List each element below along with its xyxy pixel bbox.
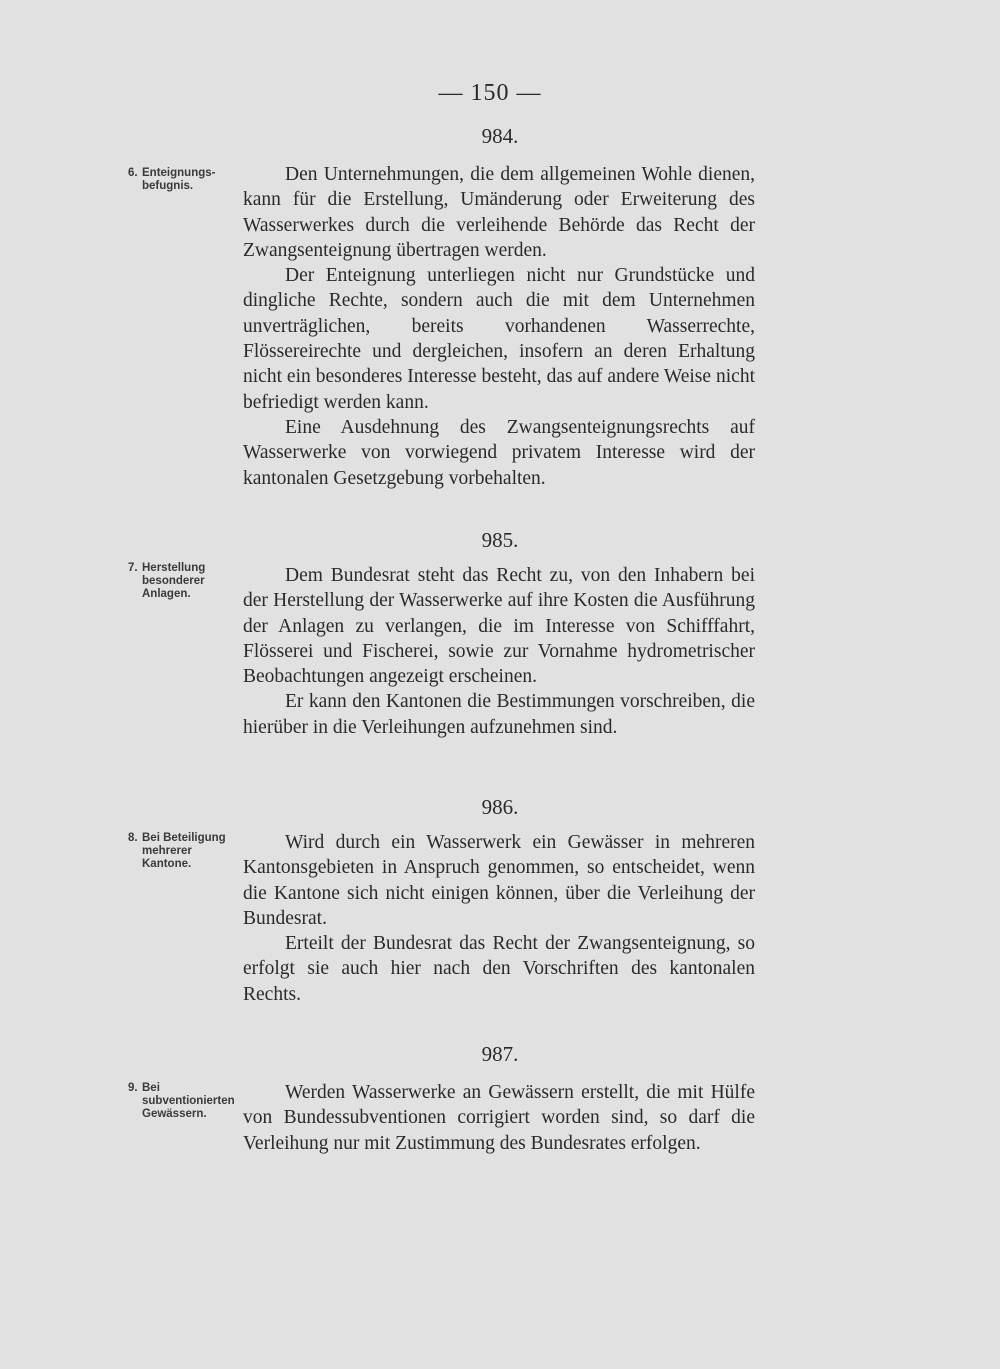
margin-note	[128, 1082, 238, 1121]
margin-note-number: 8.	[128, 832, 138, 844]
paragraph: Wird durch ein Wasserwerk ein Gewässer in mehreren Kantonsgebieten in Anspruch genommen, so entscheidet, wenn die Kantone sich nicht einigen können, über die Verleihung der Bundesrat.	[243, 832, 755, 929]
paragraph: Den Unternehmungen, die dem allgemeinen Wohle dienen, kann für die Erstellung, Umänderung oder Erweiterung des Wasserwerkes durch die verleihende Behörde das Recht der Zwangsenteignung übertragen werden.	[243, 164, 755, 261]
margin-note-text: Herstellung besonderer Anlagen.	[142, 562, 206, 600]
margin-note	[128, 562, 238, 601]
section-body	[243, 830, 755, 1007]
margin-note-text: Bei Beteiligung mehrerer Kantone.	[142, 832, 226, 870]
paragraph: Er kann den Kantonen die Bestimmungen vorschreiben, die hierüber in die Verleihungen aufzunehmen sind.	[243, 691, 755, 738]
paragraph: Der Enteignung unterliegen nicht nur Grundstücke und dingliche Rechte, sondern auch die mit dem Unternehmen unverträglichen, bereits vorhandenen Wasserrechte, Flössereirechte und dergleichen, insofern an deren Erhaltung nicht ein besonderes Interesse besteht, das auf andere Weise nicht befriedigt werden kann.	[243, 265, 755, 413]
margin-note-text: Enteignungs-befugnis.	[142, 167, 216, 192]
margin-note-number: 6.	[128, 167, 138, 179]
paragraph: Erteilt der Bundesrat das Recht der Zwangsenteignung, so erfolgt sie auch hier nach den Vorschriften des kantonalen Rechts.	[243, 933, 755, 1005]
margin-note-number: 7.	[128, 562, 138, 574]
section-number: 984.	[481, 124, 519, 148]
section-number: 986.	[481, 795, 519, 819]
margin-note-number: 9.	[128, 1082, 138, 1094]
page-number: — 150 —	[438, 80, 542, 106]
margin-note	[128, 167, 238, 193]
paragraph: Werden Wasserwerke an Gewässern erstellt, die mit Hülfe von Bundessubventionen corrigiert worden sind, so darf die Verleihung nur mit Zustimmung des Bundesrates erfolgen.	[243, 1082, 755, 1154]
paragraph: Eine Ausdehnung des Zwangsenteignungsrechts auf Wasserwerke von vorwiegend privatem Interesse wird der kantonalen Gesetzgebung vorbehalten.	[243, 416, 755, 489]
section-body	[243, 162, 755, 491]
section-body	[243, 1080, 755, 1156]
section-body	[243, 563, 755, 740]
margin-note-text: Bei subventionierten Gewässern.	[142, 1082, 235, 1120]
section-number: 987.	[481, 1042, 519, 1066]
section-number: 985.	[481, 528, 519, 552]
margin-note	[128, 832, 238, 871]
paragraph: Dem Bundesrat steht das Recht zu, von den Inhabern bei der Herstellung der Wasserwerke auf ihre Kosten die Ausführung der Anlagen zu verlangen, die im Interesse von Schifffahrt, Flösserei und Fischerei, sowie zur Vornahme hydrometrischer Beobachtungen angezeigt erscheinen.	[243, 565, 755, 688]
